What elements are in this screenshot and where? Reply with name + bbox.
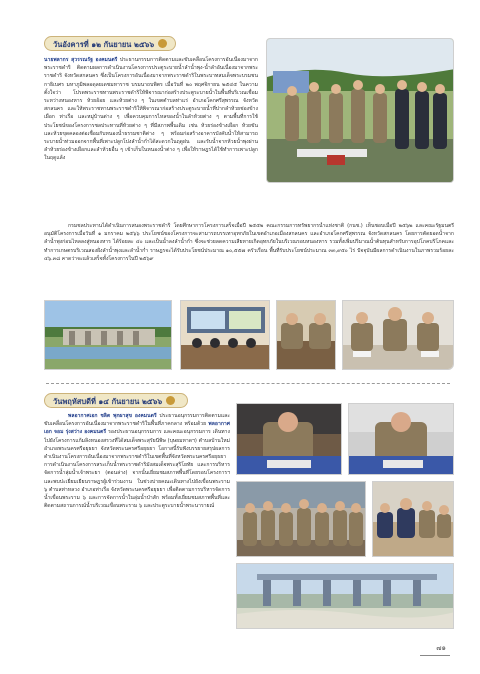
flower-icon	[158, 39, 167, 48]
section2-paragraph	[44, 412, 230, 618]
section2-p1b: รองประธานอนุกรรมการ และคณะอนุกรรมการ เดินทางไปยังโครงการแก้มลิงหนองสรวงที่ได้สมเด็จพระสุรัยนีพิษ (บุษยมหาดฯ) ตำบลบ้านใหม่ อำเภอพระนครศรีอยุธยา จังหวัดพระนครศรีอยุธยา โอกาสนี้รับฟังบรรยายสรุปผลการดำเนินงานโครงการอันเนื่องมาจากพระราชดำริในเขตพื้นที่จังหวัดพระนครศรีอยุธยา การดำเนินงานโครงการสระเก็บน้ำพระราชดำริมังสมเด็จพระสุริโยทัย และการบริหารจัดการน้ำลุ่มน้ำเจ้าพระยา (ตอนล่าง) จากนั้นเยี่ยมชมสภาพพื้นที่โดยรอบโครงการฯ และพบปะเยี่ยมเยียนราษฎรผู้เข้าร่วมงาน ในช่วงบ่ายคณะเดินทางไปยังเขื่อนพระราม ๖ ตำบลท่าหลวง อำเภอท่าเรือ จังหวัดพระนครศรีอยุธยา เพื่อติดตามการบริหารจัดการน้ำเขื่อนพระราม ๖ และการจัดการน้ำในลุ่มน้ำป่าสัก พร้อมทั้งเยี่ยมชมสภาพพื้นที่และติดตามสถานการณ์น้ำบริเวณเขื่อนพระราม ๖ และประตูระบายน้ำพระนารายณ์	[44, 429, 230, 510]
photo-audience	[372, 481, 454, 557]
section2-date: วันพฤหัสบดีที่ ๑๔ กันยายน ๒๕๖๖	[53, 397, 163, 406]
section2-p1a: ประธานอนุกรรมการติดตามและขับเคลื่อนโครงการอันเนื่องมาจากพระราชดำริในพื้นที่ภาคกลาง พร้อมด้วย	[44, 413, 230, 428]
section1-date: วันอังคารที่ ๑๒ กันยายน ๒๕๖๖	[53, 40, 155, 49]
photo-waterway	[44, 300, 172, 370]
photo-dam-gates	[236, 563, 454, 629]
section1-date-pill	[44, 36, 176, 51]
section1-lead-name: นายพลากร สุวรรณรัฐ องคมนตรี	[44, 57, 118, 63]
photo-officers-table-art	[343, 301, 454, 370]
page-number-rule	[420, 655, 450, 656]
photo-ceremony-art	[267, 39, 454, 183]
photo-meeting-room	[180, 300, 270, 370]
photo-group-officials-art	[237, 482, 366, 557]
section2-second-name: พลอากาศเอก จอม รุ่งสว่าง องคมนตรี	[44, 421, 230, 436]
flower-icon	[166, 396, 175, 405]
photo-dam-gates-art	[237, 564, 454, 629]
section1-paragraph1	[44, 56, 258, 208]
photo-meeting-room-art	[181, 301, 270, 370]
section-divider	[46, 383, 450, 384]
photo-officials-seated-art	[277, 301, 336, 370]
photo-ceremony	[266, 38, 454, 183]
photo-briefing-left	[236, 403, 342, 475]
photo-briefing-right-art	[349, 404, 454, 475]
page-number: ๗๑	[436, 644, 446, 652]
photo-waterway-art	[45, 301, 172, 370]
section1-p2: กรมชลประทานได้ดำเนินการสนองพระราชดำริ โดยศึกษาการโครงการเสร็จเมื่อปี ๒๕๕๒ คณะกรรมการทรัพยากรน้ำแห่งชาติ (กนช.) เห็นชอบเมื่อปี ๒๕๖๒ และคณะรัฐมนตรีอนุมัติโครงการเมื่อวันที่ ๑ มกราคม ๒๕๖๖ ประโยชน์ของโครงการจะสามารถบรรเทาอุทกภัยในเขตอำเภอเมืองสกลนคร และอำเภอโคกศรีสุพรรณ จังหวัดสกลนคร โดยการตัดยอดน้ำจากลำน้ำพุงก่อนไหลลงสู่หนองหาร ได้ร้อยละ ๔๐ และเป็นน้ำลงลำน้ำก่ำ ซึ่งจะช่วยลดความเสียหายเกิดอุทกภัยในบริเวณรอบหนองหาร รวมทั้งเพิ่มปริมาณน้ำต้นทุนสำหรับการอุปโภคบริโภคและทำการเกษตรบริเวณสองฝั่งลำน้ำพุงและลำน้ำก่ำ ราษฎรจะได้รับประโยชน์ประมาณ ๑๐,๕๕๗ ครัวเรือน พื้นที่รับประโยชน์ประมาณ ๓๓,๙๕๐ ไร่ ปัจจุบันมีผลการดำเนินงานในภาพรวมร้อยละ ๔๖.๓๘ คาดว่าจะแล้วเสร็จทั้งโครงการในปี ๒๕๖๙	[44, 223, 454, 262]
section2-lead-name: พลอากาศเอก ชลิต พุกผาสุข องคมนตรี	[68, 413, 157, 419]
photo-officers-table	[342, 300, 454, 370]
photo-group-officials	[236, 481, 366, 557]
section2-date-pill	[44, 393, 188, 408]
section1-p1: ประธานกรรมการติดตามและขับเคลื่อนโครงการอันเนื่องมาจากพระราชดำริ ติดตามผลการดำเนินงานโครงการประตูระบายน้ำลำน้ำพุง-น้ำลำอันเนื่องมาจากพระราชดำริ จังหวัดสกลนคร ซึ่งเป็นโครงการอันเนื่องมาจากพระราชดำริในพระบาทสมเด็จพระบรมชนกาธิเบศร มหาภูมิพลอดุลยเดชมหาราช บรมนาถบพิตร เมื่อวันที่ ๒๐ พฤศจิกายน ๒๕๔๕ ในความตั้งใจว่า โปรดพระราชทานพระราชดำริให้พิจารณาก่อสร้างประตูระบายน้ำในพื้นที่บริเวณเชื่อมระหว่างหนองหาร ห้วยอ้อย และห้วยต่าง ๆ ในเขตตำบลท่าแร่ อำเภอโคกศรีสุพรรณ จังหวัดสกลนคร และให้พระราชทานพระราชดำริให้พิจารณาก่อสร้างประตูระบายน้ำที่ปากลำห้วยช่องข้างเผือก ท่าเรือ และหมู่บ้านต่าง ๆ เพื่อควบคุมการไหลของน้ำในลำห้วยต่าง ๆ ตามพื้นที่การใช้ประโยชน์ของโครงการชลประทานที่ห้วยต่าง ๆ ที่มีสภาพพื้นเดิม เช่น ห้วยร่องข้างเผือก ห้วยขัน และห้วยขุดคลองต่อเชื่อมกับหนองน้ำธรรมชาติต่าง ๆ พร้อมก่อสร้างอาคารบังคับน้ำให้สามารถระบายน้ำท่วมออกจากพื้นที่เพาะปลูกโปงลำน้ำก่ำได้สะดวกในฤดูฝน และรับน้ำจากห้วยน้ำพุงผ่านลำห้วยร่องข้างเผือกและลำห้วยอื่น ๆ เข้าเก็บในหนองน้ำต่าง ๆ เพื่อให้ราษฎรได้ใช้ทำการเพาะปลูกในฤดูแล้ง	[44, 57, 258, 162]
photo-audience-art	[373, 482, 454, 557]
section1-paragraph2	[44, 222, 454, 288]
photo-officials-seated	[276, 300, 336, 370]
photo-briefing-left-art	[237, 404, 342, 475]
photo-briefing-right	[348, 403, 454, 475]
